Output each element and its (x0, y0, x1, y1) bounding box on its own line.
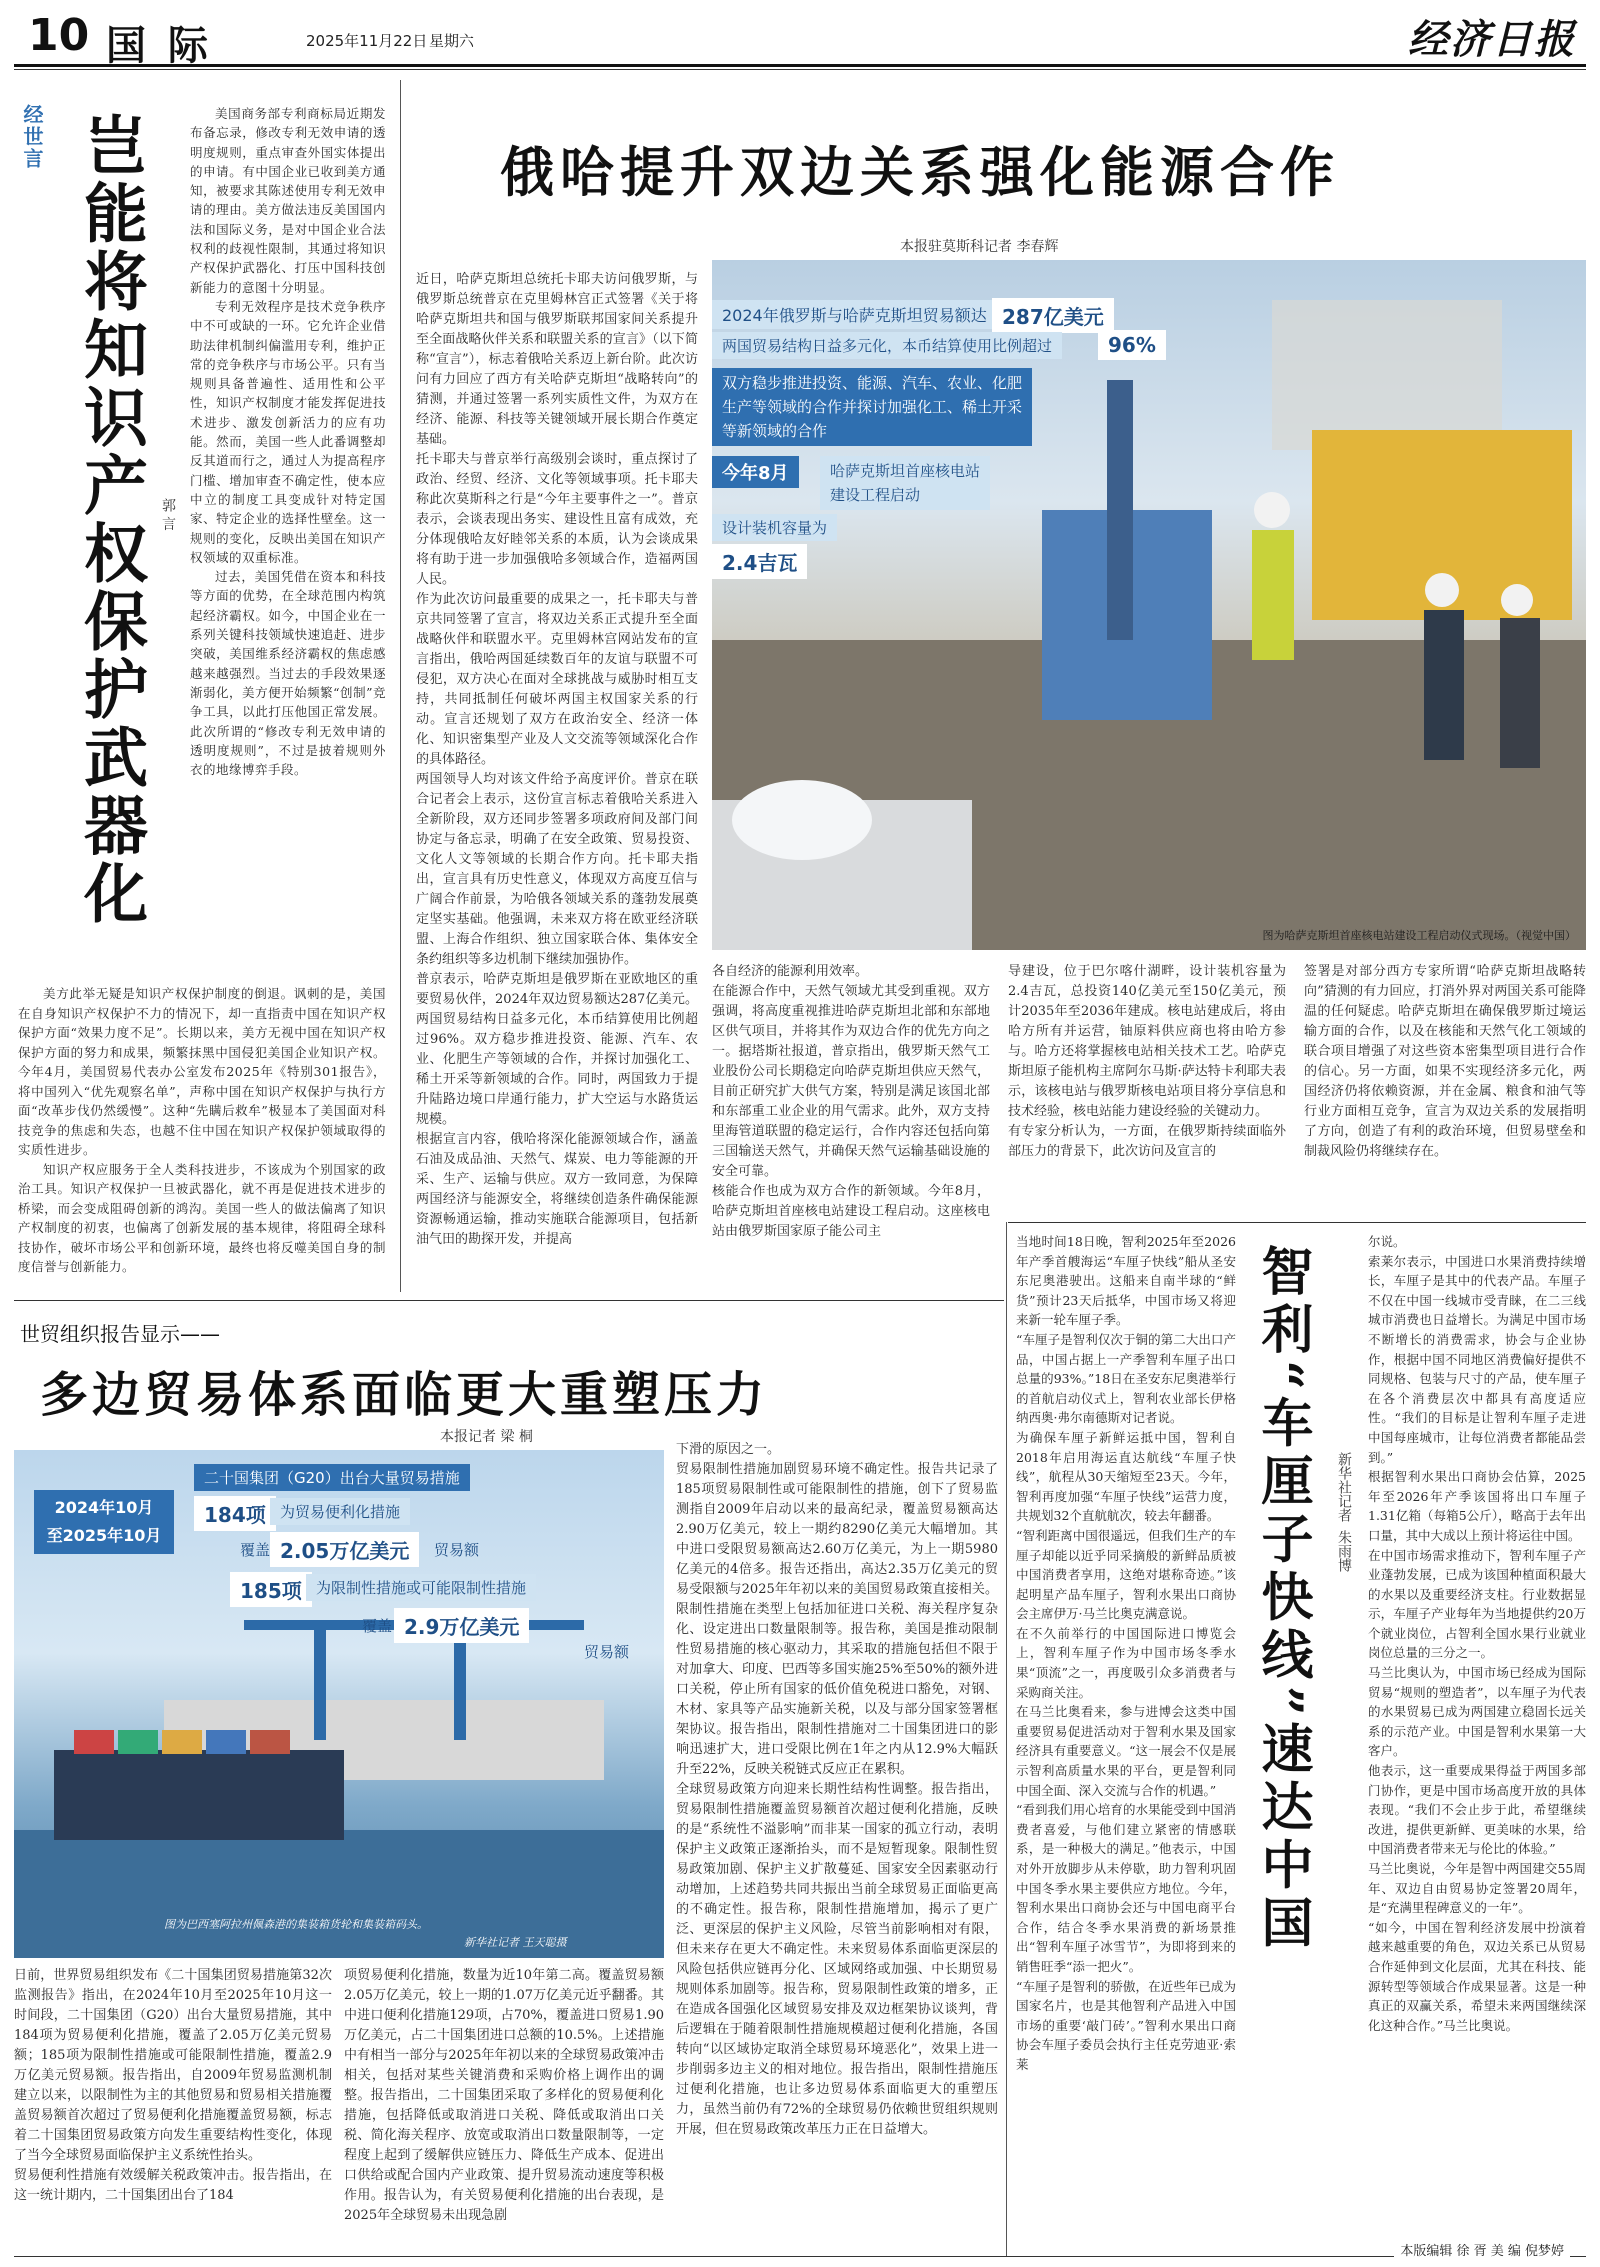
commentary-author: 郭 言 (160, 498, 176, 531)
cherry-col-2: 尔说。 索莱尔表示，中国进口水果消费持续增长，车厘子是其中的代表产品。车厘子不仅在中国一线城市受青睐，在二三线城市消费也日益增长。为满足中国市场不断增长的消费需求，协会与企业协作，根据中国不同地区消费偏好提供不同规格、包装与尺寸的产品，使车厘子在各个消费层次中都具有高度适应性。“我们的目标是让智利车厘子走进中国每座城市，让每位消费者都能品尝到。” 根据智利水果出口商协会估算，2025年至2026年产季该国将出口车厘子1.31亿箱（每箱5公斤），略高于去年出口量，其中大成以上预计将运往中国。 在中国市场需求推动下，智利车厘子产业蓬勃发展，已成为该国种植面积最大的水果以及重要经济支柱。行业数据显示，车厘子产业每年为当地提供约20万个就业岗位，占智利全国水果行业就业岗位总量的三分之一。 马兰比奥认为，中国市场已经成为国际贸易“规则的塑造者”，以车厘子为代表的水果贸易已成为两国建立稳固长远关系的示范产业。中国是智利水果第一大客户。 他表示，这一重要成果得益于两国多部门协作，更是中国市场高度开放的具体表现。“我们不会止步于此，希望继续改进，提供更新鲜、更美味的水果，给中国消费者带来无与伦比的体验。” 马兰比奥说，今年是智中两国建交55周年、双边自由贸易协定签署20周年，是“充满里程碑意义的一年”。 “如今，中国在智利经济发展中扮演着越来越重要的角色，双边关系已从贸易合作延伸到文化层面，尤其在科技、能源转型等领域合作成果显著。这是一种真正的双赢关系，希望未来两国继续深化这种合作。”马兰比奥说。 (1368, 1234, 1586, 2033)
lead-story-title: 俄哈提升双边关系强化能源合作 (500, 141, 1340, 204)
wto-byline: 本报记者 梁 桐 (440, 1429, 533, 1445)
info-row-structure-value: 96% (1098, 330, 1166, 360)
info-badge-august: 今年8月 (712, 456, 799, 488)
wto-kicker: 世贸组织报告显示—— (20, 1322, 220, 1346)
crane (314, 1620, 326, 1740)
worker-helmet (1425, 573, 1459, 607)
commentary-paragraph: 专利无效程序是技术竞争秩序中不可或缺的一环。它允许企业借助法律机制纠偏滥用专利，维护正常的竞争秩序与市场公平。只有当规则具备普遍性、适用性和公平性，知识产权制度才能发挥促进技术进步、激发创新活力的应有功能。然而，美国一些人此番调整却反其道而行之，通过人为提高程序门槛、增加审查不确定性，使本应中立的制度工具变成针对特定国家、特定企业的选择性壁垒。这一规则的变化，反映出美国在知识产权领域的双重标准。 (190, 298, 386, 565)
drill-mast (1107, 380, 1133, 640)
container (162, 1730, 202, 1754)
info-row-trade-label: 2024年俄罗斯与哈萨克斯坦贸易额达 (712, 300, 997, 329)
wto-info-restrictive-label: 为限制性措施或可能限制性措施 (306, 1574, 536, 1601)
masthead (14, 8, 1586, 69)
wto-info-facilitation-cover: 覆盖 (240, 1541, 271, 1559)
commentary-title: 岂能将知识产权保护武器化 (73, 112, 147, 928)
wto-col-3: 下滑的原因之一。 贸易限制性措施加剧贸易环境不确定性。报告共记录了185项贸易限制性或可能限制性的措施，创下了贸易监测指自2009年启动以来的最高纪录，覆盖贸易额高达2.90万亿美元，较上一期约8290亿美元大幅增加。其中进口受限贸易额高达2.60万亿美元，为上一期5980亿美元的4倍多。报告还指出，高达2.35万亿美元的贸易受限额与2025年年初以来的美国贸易政策直接相关。限制性措施在类型上包括加征进口关税、海关程序复杂化、设定进出口数量限制等。报告称，美国是推动限制性贸易措施的核心驱动力，其采取的措施包括但不限于对加拿大、印度、巴西等多国实施25%至50%的额外进口关税，停止所有国家的低价值免税进口豁免，对钢、木材、家具等产品实施新关税，以及与部分国家签署框架协议。报告指出，限制性措施对二十国集团进口的影响迅速扩大，进口受限比例在1年之内从12.9%大幅跃升至22%，反映关税链式反应正在累积。 全球贸易政策方向迎来长期性结构性调整。报告指出，贸易限制性措施覆盖贸易额首次超过便利化措施，反映的是“系统性不溢影响”而非某一国家的孤立行动，表明保护主义政策正逐渐抬头，而不是短暂现象。限制性贸易政策加剧、保护主义扩散蔓延、国家安全因素驱动行动增加，上述趋势共同共振出当前全球贸易正面临更高的不确定性。报告称，限制性措施增加，揭示了更广泛、更深层的保护主义风险，尽管当前影响相对有限，但未来存在更大不确定性。未来贸易体系面临更深层的风险包括供应链再分化、区域网络或加强、中长期贸易规则体系加剧等。报告称，贸易限制性政策的增多，正在造成各国强化区域贸易安排及双边框架协议谈判，背后逻辑在于随着限制性措施规模超过便利化措施，各国转向“以区域协定取消全球贸易环境恶化”，效果上进一步削弱多边主义的相对地位。报告指出，限制性措施压过便利化措施，也让多边贸易体系面临更大的重塑压力，虽然当前仍有72%的全球贸易仍依赖世贸组织规则开展，但在贸易政策改革压力正在日益增大。 (676, 1442, 998, 2137)
commentary-paragraph: 过去，美国凭借在资本和科技等方面的优势，在全球范围内构筑起经济霸权。如今，中国企业在一系列关键科技领域快速追赶、进步突破，美国维系经济霸权的焦虑感越来越强烈。当过去的手段效果逐渐弱化，美方便开始频繁“创制”竞争工具，以此打压他国正常发展。此次所谓的“修改专利无效申请的透明度规则”，不过是披着规则外衣的地缘博弈手段。 (190, 569, 386, 778)
container (118, 1730, 158, 1754)
page-number: 10 (28, 10, 90, 61)
wto-photo-credit: 新华社记者 王天聪摄 (464, 1936, 567, 1949)
newspaper-logo: 经济日报 (1408, 16, 1576, 63)
lead-story-byline: 本报驻莫斯科记者 李春辉 (900, 239, 1059, 255)
footer-editors: 本版编辑 徐 胥 美 编 倪梦婷 (1394, 2240, 1570, 2259)
wto-info-facilitation-amount: 2.05万亿美元 (270, 1532, 419, 1567)
wto-info-facilitation-count: 184项 (194, 1496, 276, 1531)
info-row-cooperation: 双方稳步推进投资、能源、汽车、农业、化肥生产等领域的合作并探讨加强化工、稀土开采等新领域的合作 (712, 368, 1032, 446)
cherry-byline-label: 新华社记者 (1336, 1452, 1352, 1522)
section-divider (1008, 1222, 1586, 1223)
worker-helmet (1501, 584, 1533, 616)
wto-info-facilitation-unit: 贸易额 (434, 1541, 480, 1559)
lead-photo-caption: 图为哈萨克斯坦首座核电站建设工程启动仪式现场。（视觉中国） (1262, 929, 1576, 942)
column-label: 经世言 (20, 104, 44, 170)
info-row-capacity-label: 设计装机容量为 (712, 514, 837, 541)
masthead-rule-thin (14, 69, 1586, 70)
wto-info-restrictive-count: 185项 (230, 1572, 312, 1607)
wto-info-period (34, 1490, 174, 1554)
info-row-nuclear: 哈萨克斯坦首座核电站建设工程启动 (820, 456, 990, 510)
container (250, 1730, 290, 1754)
building (1272, 300, 1502, 450)
wto-col-2: 项贸易便利化措施，数量为近10年第二高。覆盖贸易额2.05万亿美元，较上一期的1.07万亿美元近乎翻番。其中进口便利化措施129项，占70%，覆盖进口贸易1.90万亿美元，占二十国集团进口总额的10.5%。上述措施中有相当一部分与2025年年初以来的全球贸易政策冲击相关，包括对某些关键消费和采购价格上调作出的调整。报告指出，二十国集团采取了多样化的贸易便利化措施，包括降低或取消进口关税、降低或取消出口关税、简化海关程序、放宽或取消出口数量限制等，一定程度上起到了缓解供应链压力、降低生产成本、促进出口供给或配合国内产业政策、提升贸易流动速度等积极作用。报告认为，有关贸易便利化措施的出台表现，是2025年全球贸易未出现急剧 (344, 1968, 664, 2223)
column-divider (400, 80, 401, 1292)
footer-rule (14, 2256, 1586, 2257)
info-row-capacity-value: 2.4吉瓦 (712, 544, 807, 579)
lead-col-3: 导建设，位于巴尔喀什湖畔，设计装机容量为2.4吉瓦，总投资140亿美元至150亿美元，预计2035年至2036年建成。核电站建成后，将由哈方所有并运营，铀原料供应商也将由哈方参与。哈方还将掌握核电站相关技术工艺。哈萨克斯坦原子能机构主席阿尔马斯·萨达特卡利耶夫表示，该核电站与俄罗斯核电站项目将分享信息和技术经验，核电站能力建设经验的关键动力。 有专家分析认为，一方面，在俄罗斯持续面临外部压力的背景下，此次访问及宣言的 (1008, 964, 1286, 1159)
commentary-body-top (190, 104, 386, 984)
lead-col-4: 签署是对部分西方专家所谓“哈萨克斯坦战略转向”猜测的有力回应，打消外界对两国关系可能降温的任何疑虑。哈萨克斯坦在确保俄罗斯过境运输方面的合作，以及在核能和天然气化工领域的联合项目增强了对这些资本密集型项目进行合作的信心。另一方面，如果不实现经济多元化，两国经济仍将依赖资源，并在金属、粮食和油气等行业方面相互竞争，宣言为双边关系的发展指明了方向，创造了有利的政治环境，但贸易壁垒和制裁风险仍将继续存在。 (1304, 964, 1586, 1159)
info-row-structure-label: 两国贸易结构日益多元化，本币结算使用比例超过 (712, 332, 1062, 359)
container (74, 1730, 114, 1754)
worker-vest (1252, 530, 1294, 660)
commentary-paragraph: 美方此举无疑是知识产权保护制度的倒退。讽刺的是，美国在自身知识产权保护不力的情况下，却一直指责中国在知识产权保护方面“效果力度不足”。长期以来，美方无视中国在知识产权保护方面的努力和成果，频繁抹黑中国侵犯美国企业知识产权。今年4月，美国贸易代表办公室发布2025年《特别301报告》，将中国列入“优先观察名单”，声称中国在知识产权保护与执行方面“改革步伐仍然缓慢”。这种“先瞒后救牟”极显本了美国面对科技竞争的焦虑和失态，也越不住中国在知识产权保护领域取得的实质性进步。 (18, 986, 386, 1157)
cherry-byline-name: 朱雨博 (1336, 1530, 1352, 1572)
masthead-rule (14, 64, 1586, 67)
wto-info-period-end: 至2025年10月 (46, 1526, 162, 1545)
lead-photo-scene (712, 260, 1586, 950)
wto-info-restrictive-cover: 覆盖 (362, 1617, 393, 1635)
lead-photo (712, 260, 1586, 950)
wto-col-1: 日前，世界贸易组织发布《二十国集团贸易措施第32次监测报告》指出，在2024年10月至2025年10月这一时间段，二十国集团（G20）出台大量贸易措施，其中184项为贸易便利化措施，覆盖了2.05万亿美元贸易额；185项为限制性措施或可能限制性措施，覆盖2.9万亿美元贸易额。报告指出，自2009年贸易监测机制建立以来，以限制性为主的其他贸易和贸易相关措施覆盖贸易额首次超过了贸易便利化措施覆盖贸易额，标志着二十国集团贸易政策方向发生重要结构性变化，体现了当今全球贸易面临保护主义系统性抬头。 贸易便利性措施有效缓解关税政策冲击。报告指出，在这一统计期内，二十国集团出台了184 (14, 1968, 332, 2203)
section-name: 国 际 (106, 22, 212, 69)
wto-info-period-start: 2024年10月 (54, 1498, 154, 1517)
commentary-paragraph: 美国商务部专利商标局近期发布备忘录，修改专利无效申请的透明度规则，重点审查外国实体提出的申请。有中国企业已收到美方通知，被要求其陈述使用专利无效申请的理由。美方做法违反美国国内法和国际义务，是对中国企业合法权利的歧视性限制，其通过将知识产权保护武器化、打压中国科技创新能力的意图十分明显。 (190, 106, 386, 295)
worker-suit (1424, 610, 1464, 760)
cherry-col-1: 当地时间18日晚，智利2025年至2026年产季首艘海运“车厘子快线”船从圣安东尼奥港驶出。这船来自南半球的“鲜货”预计23天后抵华，中国市场又将迎来新一轮车厘子季。 “车厘子是智利仅次于铜的第二大出口产品，中国占据上一产季智利车厘子出口总量的93%。”18日在圣安东尼奥港举行的首航启动仪式上，智利农业部长伊格纳西奥·弗尔南德斯对记者说。 为确保车厘子新鲜运抵中国，智利自2018年启用海运直达航线“车厘子快线”，航程从30天缩短至23天。今年，智利再度加强“车厘子快线”运营力度，共规划32个直航航次，较去年翻番。 “智利距离中国很遥远，但我们生产的车厘子却能以近乎同采摘般的新鲜品质被中国消费者享用，这绝对堪称奇迹。”该起明星产品车厘子，智利水果出口商协会主席伊万·马兰比奥克满意说。 在不久前举行的中国国际进口博览会上，智利车厘子作为中国市场冬季水果“顶流”之一，再度吸引众多消费者与采购商关注。 在马兰比奥看来，参与进博会这类中国重要贸易促进活动对于智利水果及国家经济具有重要意义。“这一展会不仅是展示智利高质量水果的平台，更是智利同中国全面、深入交流与合作的机遇。” “看到我们用心培育的水果能受到中国消费者喜爱，与他们建立紧密的情感联系，是一种极大的满足。”他表示，中国对外开放脚步从未停歇，助力智利巩固中国冬季水果主要供应方地位。今年，智利水果出口商协会还与中国电商平台合作，结合冬季水果消费的新场景推出“智利车厘子冰雪节”，为即将到来的销售旺季“添一把火”。 “车厘子是智利的骄傲，在近些年已成为国家名片，也是其他智利产品进入中国市场的重要‘敲门砖’。”智利水果出口商协会车厘子委员会执行主任克劳迪亚·索莱 (1016, 1234, 1236, 2072)
issue-weekday: 星期六 (429, 32, 475, 50)
cherry-title: 智利“车厘子快线”速达中国 (1252, 1244, 1313, 1954)
lead-col-1: 近日，哈萨克斯坦总统托卡耶夫访问俄罗斯，与俄罗斯总统普京在克里姆林宫正式签署《关于将哈萨克斯坦共和国与俄罗斯联邦国家间关系提升至全面战略伙伴关系和联盟关系的宣言》（以下简称“宣言”），标志着俄哈关系迈上新台阶。此次访问有力回应了西方有关哈萨克斯坦“战略转向”的猜测，并通过签署一系列实质性文件，为双方在经济、能源、科技等关键领域开展长期合作奠定基础。 托卡耶夫与普京举行高级别会谈时，重点探讨了政治、经贸、经济、文化等领域事项。托卡耶夫称此次莫斯科之行是“今年主要事件之一”。普京表示，会谈表现出务实、建设性且富有成效，充分体现俄哈友好睦邻关系的本质，认为会谈成果将有助于进一步加强俄哈多领域合作，造福两国人民。 作为此次访问最重要的成果之一，托卡耶夫与普京共同签署了宣言，将双边关系正式提升至全面战略伙伴和联盟水平。克里姆林宫网站发布的宣言指出，俄哈两国延续数百年的友谊与联盟不可侵犯，双方决心在面对全球挑战与威胁时相互支持，共同抵制任何破坏两国主权国家关系的行动。宣言还规划了双方在政治安全、经济一体化、知识密集型产业及人文交流等领域深化合作的具体路径。 两国领导人均对该文件给予高度评价。普京在联合记者会上表示，这份宣言标志着俄哈关系进入全新阶段，双方还同步签署多项政府间及部门间协定与备忘录，明确了在安全政策、贸易投资、文化人文等领域的长期合作方向。托卡耶夫指出，宣言具有历史性意义，体现双方高度互信与广阔合作前景，为哈俄各领域关系的蓬勃发展奠定坚实基础。他强调，未来双方将在欧亚经济联盟、上海合作组织、独立国家联合体、集体安全条约组织等多边机制下继续加强协作。 普京表示，哈萨克斯坦是俄罗斯在亚欧地区的重要贸易伙伴，2024年双边贸易额达287亿美元。两国贸易结构日益多元化，本币结算使用比例超过96%。双方稳步推进投资、能源、汽车、农业、化肥生产等领域的合作，并探讨加强化工、稀土开采等新领域的合作。同时，两国致力于提升陆路边境口岸通行能力，扩大空运与水路货运规模。 根据宣言内容，俄哈将深化能源领域合作，涵盖石油及成品油、天然气、煤炭、电力等能源的开采、生产、运输与供应。双方一致同意，为保障两国经济与能源安全，将继续创造条件确保能源资源畅通运输，推动实施联合能源项目，包括新油气田的勘探开发，并提高 (416, 272, 698, 1247)
container (206, 1730, 246, 1754)
column-divider (1006, 1222, 1007, 2256)
wto-title: 多边贸易体系面临更大重塑压力 (40, 1367, 769, 1423)
wto-photo (14, 1450, 664, 1958)
wto-info-facilitation-label: 为贸易便利化措施 (270, 1498, 410, 1525)
info-row-trade-value: 287亿美元 (992, 298, 1114, 333)
wto-info-heading: 二十国集团（G20）出台大量贸易措施 (194, 1464, 470, 1491)
wto-info-restrictive-unit: 贸易额 (584, 1643, 630, 1661)
commentary-body-bottom (18, 984, 386, 1284)
section-divider (14, 1300, 1004, 1301)
lead-col-2: 各自经济的能源利用效率。 在能源合作中，天然气领域尤其受到重视。双方强调，将高度重视推进哈萨克斯坦北部和东部地区供气项目，并将其作为双边合作的优先方向之一。据塔斯社报道，普京指出，俄罗斯天然气工业股份公司长期稳定向哈萨克斯坦供应天然气，目前正研究扩大供气方案，特别是满足该国北部和东部重工业企业的用气需求。此外，双方支持里海管道联盟的稳定运行，合作内容还包括向第三国输送天然气，并确保天然气运输基础设施的安全可靠。 核能合作也成为双方合作的新领域。今年8月，哈萨克斯坦首座核电站建设工程启动。这座核电站由俄罗斯国家原子能公司主 (712, 964, 990, 1239)
commentary-paragraph: 知识产权应服务于全人类科技进步，不该成为个别国家的政治工具。知识产权保护一旦被武器化，就不再是促进技术进步的桥梁，而会变成阻碍创新的鸿沟。美国一些人的做法偏离了知识产权制度的初衷，也偏离了创新发展的基本规律，将阻碍全球科技协作，破坏市场公平和创新环境，最终也将反噬美国自身的制度信誉与创新能力。 (18, 1161, 386, 1274)
worker-helmet (1254, 492, 1290, 528)
wto-info-restrictive-amount: 2.9万亿美元 (394, 1608, 529, 1643)
worker-suit (1500, 618, 1540, 768)
wto-photo-caption: 图为巴西塞阿拉州佩森港的集装箱货轮和集装箱码头。 (164, 1918, 428, 1931)
issue-date: 2025年11月22日 (306, 32, 428, 50)
reactor-dome (732, 780, 872, 860)
container-ship (54, 1750, 344, 1840)
